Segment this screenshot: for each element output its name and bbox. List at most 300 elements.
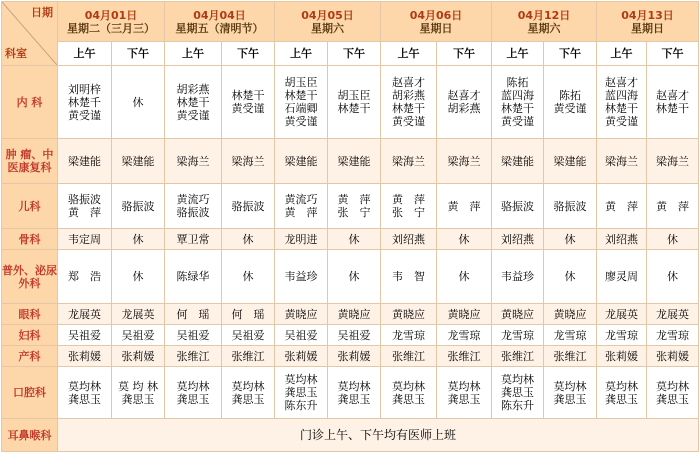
doctor-name: 张维江 — [231, 349, 265, 363]
doctor-name: 龙展英 — [68, 307, 101, 321]
schedule-cell — [544, 229, 597, 250]
schedule-cell — [437, 66, 492, 139]
date-header — [492, 2, 597, 42]
doctor-name: 龚思玉 — [501, 386, 534, 399]
dept-row — [2, 66, 699, 139]
doctor-name: 黄流巧 — [176, 193, 210, 206]
doctor-name: 林楚干 — [656, 102, 689, 115]
doctor-name: 石端卿 — [284, 102, 318, 115]
doctor-name: 黄晓应 — [392, 307, 425, 321]
doctor-name: 莫均林 — [501, 373, 534, 386]
schedule-cell — [544, 250, 597, 304]
doctor-name: 胡彩燕 — [176, 82, 210, 96]
afternoon-header: 下午 — [647, 42, 699, 66]
schedule-cell — [328, 367, 381, 419]
date-header-row — [2, 2, 699, 42]
weekday-label: 星期六 — [311, 21, 344, 35]
date-header — [381, 2, 492, 42]
schedule-cell — [597, 66, 647, 139]
dept-row — [2, 250, 699, 304]
doctor-name: 张维江 — [176, 349, 210, 363]
schedule-cell — [328, 304, 381, 325]
doctor-name: 黄晓应 — [447, 307, 481, 321]
schedule-cell — [165, 184, 222, 229]
doctor-name: 黄受谨 — [68, 108, 101, 122]
schedule-cell — [381, 250, 437, 304]
schedule-cell — [222, 304, 275, 325]
doctor-name: 林楚千 — [68, 95, 101, 109]
doctor-name: 梁建能 — [68, 154, 101, 168]
schedule-cell — [647, 367, 699, 419]
half-day-header-row — [2, 42, 699, 66]
schedule-cell — [58, 229, 112, 250]
dept-label: 肿 瘤、中医康复科 — [2, 139, 58, 184]
schedule-cell — [597, 229, 647, 250]
doctor-name: 龙明进 — [284, 232, 318, 246]
date-header — [275, 2, 381, 42]
doctor-name: 龙雪琼 — [553, 328, 587, 342]
doctor-name: 林楚干 — [392, 102, 425, 115]
doctor-name: 黄受谨 — [231, 102, 265, 115]
morning-header: 上午 — [597, 42, 647, 66]
corner-date-label: 日期 — [31, 6, 53, 19]
schedule-cell — [222, 139, 275, 184]
schedule-cell — [165, 367, 222, 419]
schedule-cell — [381, 304, 437, 325]
doctor-name: 莫均林 — [68, 379, 101, 393]
weekday-label: 星期日 — [419, 21, 453, 35]
doctor-name: 龚思玉 — [176, 392, 210, 406]
dept-label: 普外、泌尿外科 — [2, 250, 58, 304]
doctor-name: 韦益珍 — [284, 270, 318, 283]
doctor-name: 梁建能 — [501, 154, 534, 168]
doctor-name: 张莉媛 — [337, 349, 371, 363]
schedule-cell — [381, 325, 437, 346]
doctor-name: 骆振波 — [68, 193, 101, 206]
doctor-name: 陈东升 — [501, 399, 534, 412]
doctor-name: 黄受谨 — [392, 115, 425, 128]
schedule-cell — [437, 229, 492, 250]
doctor-name: 黄晓应 — [501, 307, 534, 321]
doctor-name: 龙展英 — [121, 307, 155, 321]
schedule-cell — [275, 346, 328, 367]
schedule-cell — [165, 250, 222, 304]
schedule-cell — [437, 184, 492, 229]
doctor-name: 休 — [132, 270, 144, 283]
doctor-name: 梁海兰 — [605, 154, 638, 168]
schedule-cell — [112, 304, 165, 325]
schedule-cell — [647, 325, 699, 346]
doctor-name: 廖灵周 — [605, 270, 638, 283]
schedule-cell — [544, 66, 597, 139]
schedule-cell — [647, 346, 699, 367]
doctor-name: 刘绍燕 — [392, 232, 425, 246]
doctor-name: 黄 萍 — [284, 206, 318, 219]
schedule-cell — [275, 325, 328, 346]
schedule-cell — [597, 139, 647, 184]
doctor-name: 赵喜才 — [392, 76, 425, 89]
schedule-cell — [328, 66, 381, 139]
doctor-name: 黄 萍 — [392, 193, 425, 206]
schedule-cell — [647, 229, 699, 250]
dept-label: 耳鼻喉科 — [2, 419, 58, 452]
schedule-cell — [58, 367, 112, 419]
doctor-name: 骆振波 — [176, 206, 210, 219]
doctor-name: 吴祖爱 — [176, 328, 210, 342]
schedule-cell — [647, 250, 699, 304]
schedule-cell — [58, 346, 112, 367]
doctor-name: 莫均林 — [231, 379, 265, 393]
ent-note: 门诊上午、下午均有医师上班 — [58, 419, 699, 452]
doctor-name: 张莉媛 — [284, 349, 318, 363]
schedule-cell — [58, 66, 112, 139]
weekday-label: 星期六 — [527, 21, 561, 35]
doctor-name: 黄受谨 — [284, 115, 318, 128]
schedule-cell — [647, 66, 699, 139]
doctor-name: 龚思玉 — [605, 392, 638, 406]
doctor-name: 韦 智 — [392, 270, 425, 283]
doctor-name: 黄晓应 — [337, 307, 371, 321]
schedule-cell — [492, 304, 544, 325]
schedule-cell — [58, 325, 112, 346]
schedule-cell — [165, 304, 222, 325]
doctor-name: 骆振波 — [231, 199, 265, 213]
schedule-cell — [275, 250, 328, 304]
dept-label: 眼科 — [2, 304, 58, 325]
schedule-cell — [275, 66, 328, 139]
date-header — [58, 2, 165, 42]
doctor-name: 龚思玉 — [68, 392, 101, 406]
dept-label: 产科 — [2, 346, 58, 367]
doctor-name: 梁建能 — [337, 154, 371, 168]
doctor-name: 吴祖爱 — [284, 328, 318, 342]
doctor-name: 黄 萍 — [447, 199, 481, 213]
doctor-name: 莫均林 — [337, 379, 371, 393]
schedule-cell — [275, 229, 328, 250]
doctor-name: 休 — [132, 95, 144, 109]
doctor-name: 刘明梓 — [68, 82, 101, 96]
schedule-cell — [544, 325, 597, 346]
schedule-cell — [222, 346, 275, 367]
schedule-cell — [492, 250, 544, 304]
doctor-name: 胡玉臣 — [337, 89, 371, 102]
doctor-name: 张莉媛 — [68, 349, 101, 363]
schedule-cell — [597, 250, 647, 304]
doctor-name: 龚思玉 — [447, 392, 481, 406]
schedule-cell — [328, 325, 381, 346]
morning-header: 上午 — [275, 42, 328, 66]
schedule-cell — [275, 184, 328, 229]
schedule-cell — [492, 139, 544, 184]
doctor-name: 何 瑶 — [231, 307, 265, 321]
schedule-cell — [165, 139, 222, 184]
schedule-cell — [112, 139, 165, 184]
doctor-name: 骆振波 — [553, 199, 587, 213]
dept-row — [2, 325, 699, 346]
doctor-name: 张莉媛 — [121, 349, 155, 363]
weekday-label: 星期二（三月三） — [67, 21, 155, 35]
doctor-name: 龙雪琼 — [605, 328, 638, 342]
schedule-cell — [165, 66, 222, 139]
doctor-name: 莫均林 — [605, 379, 638, 393]
schedule-cell — [112, 184, 165, 229]
weekday-label: 星期五（清明节） — [175, 21, 264, 35]
dept-row — [2, 367, 699, 419]
doctor-name: 赵喜才 — [447, 89, 481, 102]
schedule-cell — [112, 250, 165, 304]
doctor-name: 黄受谨 — [553, 102, 587, 115]
doctor-name: 林楚干 — [231, 89, 265, 102]
schedule-cell — [328, 346, 381, 367]
doctor-name: 休 — [564, 270, 576, 283]
schedule-cell — [492, 184, 544, 229]
date-label: 04月01日 — [84, 8, 138, 22]
doctor-name: 休 — [667, 232, 678, 246]
doctor-name: 黄受谨 — [501, 115, 534, 128]
schedule-cell — [492, 66, 544, 139]
date-header — [165, 2, 275, 42]
doctor-name: 梁海兰 — [176, 154, 210, 168]
doctor-name: 胡彩燕 — [392, 89, 425, 102]
doctor-name: 龚思玉 — [231, 392, 265, 406]
doctor-name: 张维江 — [447, 349, 481, 363]
schedule-cell — [58, 139, 112, 184]
dept-label: 儿科 — [2, 184, 58, 229]
doctor-name: 吴祖爱 — [121, 328, 155, 342]
date-label: 04月05日 — [301, 8, 354, 22]
schedule-cell — [275, 139, 328, 184]
doctor-name: 梁建能 — [553, 154, 587, 168]
schedule-cell — [492, 346, 544, 367]
schedule-cell — [222, 367, 275, 419]
schedule-cell — [165, 346, 222, 367]
doctor-name: 张莉媛 — [656, 349, 689, 363]
schedule-cell — [222, 66, 275, 139]
schedule-cell — [165, 229, 222, 250]
schedule-cell — [222, 184, 275, 229]
schedule-cell — [492, 367, 544, 419]
doctor-name: 胡彩燕 — [447, 102, 481, 115]
doctor-name: 黄晓应 — [284, 307, 318, 321]
doctor-name: 林楚干 — [501, 102, 534, 115]
doctor-name: 龚思玉 — [121, 392, 155, 406]
schedule-cell — [437, 346, 492, 367]
doctor-name: 张 宁 — [392, 206, 425, 219]
schedule-cell — [112, 229, 165, 250]
doctor-name: 林楚干 — [176, 95, 210, 109]
dept-row — [2, 304, 699, 325]
doctor-name: 张维江 — [392, 349, 425, 363]
dept-label: 内 科 — [2, 66, 58, 139]
schedule-cell — [381, 184, 437, 229]
doctor-name: 龚思玉 — [656, 392, 689, 406]
afternoon-header: 下午 — [222, 42, 275, 66]
doctor-name: 蓝四海 — [501, 89, 534, 102]
doctor-name: 韦定周 — [68, 232, 101, 246]
dept-row — [2, 346, 699, 367]
morning-header: 上午 — [58, 42, 112, 66]
doctor-name: 龚思玉 — [337, 392, 371, 406]
morning-header: 上午 — [165, 42, 222, 66]
doctor-name: 林楚干 — [337, 102, 371, 115]
dept-row — [2, 184, 699, 229]
doctor-name: 梁海兰 — [656, 154, 689, 168]
doctor-name: 吴祖爱 — [337, 328, 371, 342]
doctor-name: 黄 萍 — [337, 193, 371, 206]
doctor-name: 张维江 — [501, 349, 534, 363]
schedule-cell — [381, 66, 437, 139]
schedule-cell — [544, 346, 597, 367]
schedule-cell — [437, 304, 492, 325]
schedule-body — [2, 2, 699, 452]
dept-row — [2, 229, 699, 250]
schedule-cell — [58, 304, 112, 325]
doctor-name: 赵喜才 — [656, 89, 689, 102]
doctor-name: 陈绿华 — [176, 270, 210, 283]
doctor-name: 黄 萍 — [68, 206, 101, 219]
schedule-cell — [597, 184, 647, 229]
schedule-cell — [597, 304, 647, 325]
schedule-cell — [222, 229, 275, 250]
doctor-name: 胡玉臣 — [284, 76, 318, 89]
morning-header: 上午 — [381, 42, 437, 66]
corner-dept-label: 科室 — [5, 47, 27, 60]
afternoon-header: 下午 — [328, 42, 381, 66]
doctor-name: 郑 浩 — [68, 270, 101, 283]
doctor-name: 黄晓应 — [553, 307, 587, 321]
afternoon-header: 下午 — [437, 42, 492, 66]
schedule-cell — [597, 346, 647, 367]
doctor-name: 龙展英 — [656, 307, 689, 321]
schedule-cell — [112, 325, 165, 346]
afternoon-header: 下午 — [112, 42, 165, 66]
doctor-name: 梁建能 — [121, 154, 155, 168]
schedule-cell — [437, 250, 492, 304]
schedule-cell — [381, 139, 437, 184]
weekday-label: 星期日 — [631, 21, 664, 35]
schedule-cell — [165, 325, 222, 346]
schedule-cell — [544, 184, 597, 229]
doctor-name: 休 — [242, 232, 254, 246]
schedule-cell — [328, 229, 381, 250]
doctor-name: 莫均林 — [176, 379, 210, 393]
doctor-name: 黄流巧 — [284, 193, 318, 206]
morning-header: 上午 — [492, 42, 544, 66]
doctor-name: 吴祖爱 — [231, 328, 265, 342]
doctor-name: 韦益珍 — [501, 270, 534, 283]
schedule-cell — [58, 184, 112, 229]
date-label: 04月12日 — [517, 8, 571, 22]
doctor-name: 休 — [242, 270, 254, 283]
doctor-name: 赵喜才 — [605, 76, 638, 89]
schedule-cell — [597, 325, 647, 346]
doctor-name: 陈东升 — [284, 399, 318, 412]
doctor-name: 梁海兰 — [447, 154, 481, 168]
schedule-cell — [381, 229, 437, 250]
schedule-cell — [58, 250, 112, 304]
schedule-cell — [597, 367, 647, 419]
doctor-name: 林楚干 — [284, 89, 318, 102]
doctor-name: 龚思玉 — [284, 386, 318, 399]
corner-cell — [2, 2, 58, 66]
doctor-name: 梁海兰 — [231, 154, 265, 168]
doctor-name: 覃卫常 — [176, 232, 210, 246]
doctor-name: 张莉媛 — [605, 349, 638, 363]
doctor-name: 莫均林 — [553, 379, 587, 393]
doctor-name: 莫 均 林 — [118, 379, 158, 393]
doctor-name: 莫均林 — [392, 379, 425, 393]
schedule-cell — [112, 367, 165, 419]
doctor-name: 龚思玉 — [553, 392, 587, 406]
date-label: 04月06日 — [409, 8, 463, 22]
schedule-cell — [112, 66, 165, 139]
schedule-table — [1, 1, 699, 452]
doctor-name: 龙雪琼 — [392, 328, 425, 342]
schedule-cell — [492, 325, 544, 346]
doctor-name: 休 — [564, 232, 576, 246]
schedule-cell — [222, 250, 275, 304]
schedule-cell — [328, 250, 381, 304]
doctor-name: 陈拓 — [506, 76, 529, 89]
ent-row — [2, 419, 699, 452]
schedule-cell — [437, 325, 492, 346]
doctor-name: 蓝四海 — [605, 89, 638, 102]
doctor-name: 梁建能 — [284, 154, 318, 168]
doctor-name: 刘绍燕 — [501, 232, 534, 246]
schedule-cell — [437, 367, 492, 419]
schedule-cell — [544, 304, 597, 325]
dept-label: 口腔科 — [2, 367, 58, 419]
dept-label: 妇科 — [2, 325, 58, 346]
schedule-cell — [328, 139, 381, 184]
schedule-cell — [647, 304, 699, 325]
schedule-cell — [328, 184, 381, 229]
doctor-name: 梁海兰 — [392, 154, 425, 168]
date-label: 04月04日 — [193, 8, 246, 22]
afternoon-header: 下午 — [544, 42, 597, 66]
dept-row — [2, 139, 699, 184]
schedule-cell — [647, 139, 699, 184]
doctor-name: 黄 萍 — [656, 199, 689, 213]
doctor-name: 莫均林 — [447, 379, 481, 393]
schedule-cell — [544, 367, 597, 419]
doctor-name: 吴祖爱 — [68, 328, 101, 342]
doctor-name: 莫均林 — [656, 379, 689, 393]
doctor-name: 龙雪琼 — [656, 328, 689, 342]
doctor-name: 骆振波 — [121, 199, 155, 213]
date-header — [597, 2, 699, 42]
doctor-name: 休 — [348, 270, 360, 283]
doctor-name: 黄受谨 — [176, 108, 210, 122]
doctor-name: 龙展英 — [605, 307, 638, 321]
doctor-name: 刘绍燕 — [605, 232, 638, 246]
doctor-name: 张 宁 — [337, 206, 371, 219]
date-label: 04月13日 — [621, 8, 674, 22]
doctor-name: 黄受谨 — [605, 115, 638, 128]
doctor-name: 何 瑶 — [176, 307, 210, 321]
schedule-cell — [112, 346, 165, 367]
doctor-name: 龚思玉 — [392, 392, 425, 406]
doctor-name: 黄 萍 — [605, 199, 638, 213]
doctor-name: 龙雪琼 — [501, 328, 534, 342]
doctor-name: 休 — [348, 232, 360, 246]
doctor-name: 休 — [458, 232, 470, 246]
doctor-name: 张维江 — [553, 349, 587, 363]
schedule-cell — [381, 367, 437, 419]
schedule-cell — [275, 304, 328, 325]
schedule-cell — [222, 325, 275, 346]
doctor-name: 骆振波 — [501, 199, 534, 213]
